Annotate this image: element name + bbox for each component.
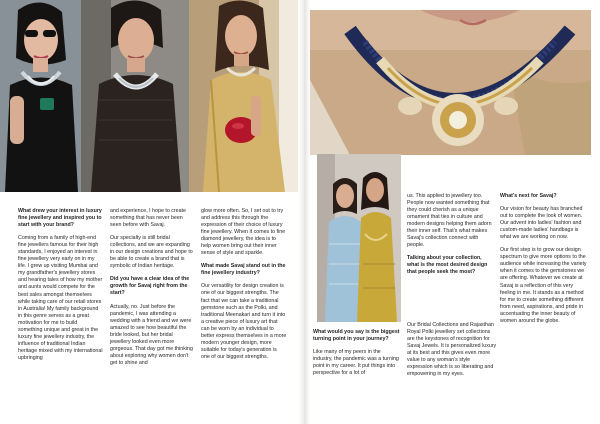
answer-interest: Coming from a family of high-end fine jewellers famous for their high standards, I enjoyed an interest in fine jewellery very early on in my life. I grew up visiting Mumbai and my grandfather's jewellery stores and hearing tales of how my mother and aunts would compete for the best sales amongst themselves while taking care of our retail stores in Australia! My family background in this genre serves as a great motivation for me to build something unique and great in the luxury fine jewellery industry, the influence of traditional Indian heritage mixed with my international upbringing	[18, 235, 103, 361]
question-whats-next: What's next for Savaj?	[500, 193, 557, 199]
necklace-closeup-photo-icon	[310, 10, 591, 155]
right-column-1	[313, 329, 401, 383]
answer-stand-out: Our versatility for design creation is one of our biggest strengths. The fact that we can take a traditional gemstone such as the Polki, and traditional Meenakari and turn it into a creative piece of luxury art that can be worn by an individual to better express themselves in a more modern younger design, more suitable for today's generation is one of our biggest strengths.	[201, 283, 287, 360]
right-column-2a	[407, 193, 495, 283]
right-column-3	[500, 193, 588, 331]
answer-growth: Actually, no. Just before the pandemic, I was attending a wedding with a friend and we were amazed to see how beautiful the bride looked, but her bridal jewellery looked even more gorgeous. That day got me thinking about exploring why women don't get to shine and	[110, 303, 193, 366]
page-spine	[298, 0, 310, 424]
left-column-1	[18, 208, 103, 368]
answer-interest-continued: and experience, I hope to create something that has never been seen before with Savaj.	[110, 208, 186, 229]
answer-turning-point: Like many of my peers in the industry, the pandemic was a turning point in my career. It put things into perspective for a lot of	[313, 349, 399, 377]
model-photo-1-icon	[0, 0, 81, 192]
answer-first-step: Our first step is to grow our design spectrum to give more options to the audience while increasing the variety when it comes to the gemstones we are offering. Whatever we create at Savaj is a reflection of this very feeling in me. It stands as a method for me to create something different from need, aspirations, and pride in accentuating the inner beauty of women around the globe.	[500, 247, 587, 324]
left-column-3	[201, 208, 287, 367]
photo-model-lace	[81, 0, 189, 192]
model-photo-3-icon	[189, 0, 298, 192]
answer-collection: Our Bridal Collections and Rajasthan Royal Polki jewellery set collections are the keystones of recognition for Savaj Jewels. It is personalized luxury at its best and this gives even more value to any woman's style expression which is so liberating and empowering in my eyes.	[407, 322, 497, 378]
photo-model-gold-dress	[189, 0, 298, 192]
model-photo-2-icon	[81, 0, 189, 192]
two-women-photo-icon	[317, 154, 401, 322]
question-turning-point: What would you say is the biggest turning point in your journey?	[313, 329, 400, 343]
right-column-2b	[407, 322, 497, 384]
answer-turning-point-continued: us. This applied to jewellery too. People now wanted something that they could cherish as a unique ornament that ties in culture and modern designs helping them adorn their inner self. That's what makes Savaj's collection connect with people.	[407, 193, 492, 249]
photo-necklace-closeup	[310, 10, 591, 155]
question-collection: Talking about your collection, what is the most desired design that people seek the most?	[407, 255, 488, 276]
question-stand-out: What made Savaj stand out in the fine jewellery industry?	[201, 263, 286, 277]
answer-growth-continued: glow more often. So, I set out to try and address this through the expression of their choice of luxury fine jewellery. When it comes to fine diamond jewellery, the idea is to help women bring out their inner sense of style and sparkle.	[201, 208, 286, 257]
answer-specialty: Our specialty is still bridal collections, and we are expanding in our design creations and hope to be able to create a brand that is symbolic of Indian heritage.	[110, 235, 193, 270]
left-column-2	[110, 208, 194, 373]
question-interest: What drew your interest in luxury fine jewellery and inspired you to start with your brand?	[18, 208, 102, 229]
answer-whats-next: Our vision for beauty has branched out to complete the look of women. Our advent into ladies' fashion and custom-made ladies' handbags is what we are working on now.	[500, 206, 583, 241]
photo-two-women	[317, 154, 401, 322]
question-growth: Did you have a clear idea of the growth for Savaj right from the start?	[110, 276, 190, 297]
photo-model-sunglasses	[0, 0, 81, 192]
